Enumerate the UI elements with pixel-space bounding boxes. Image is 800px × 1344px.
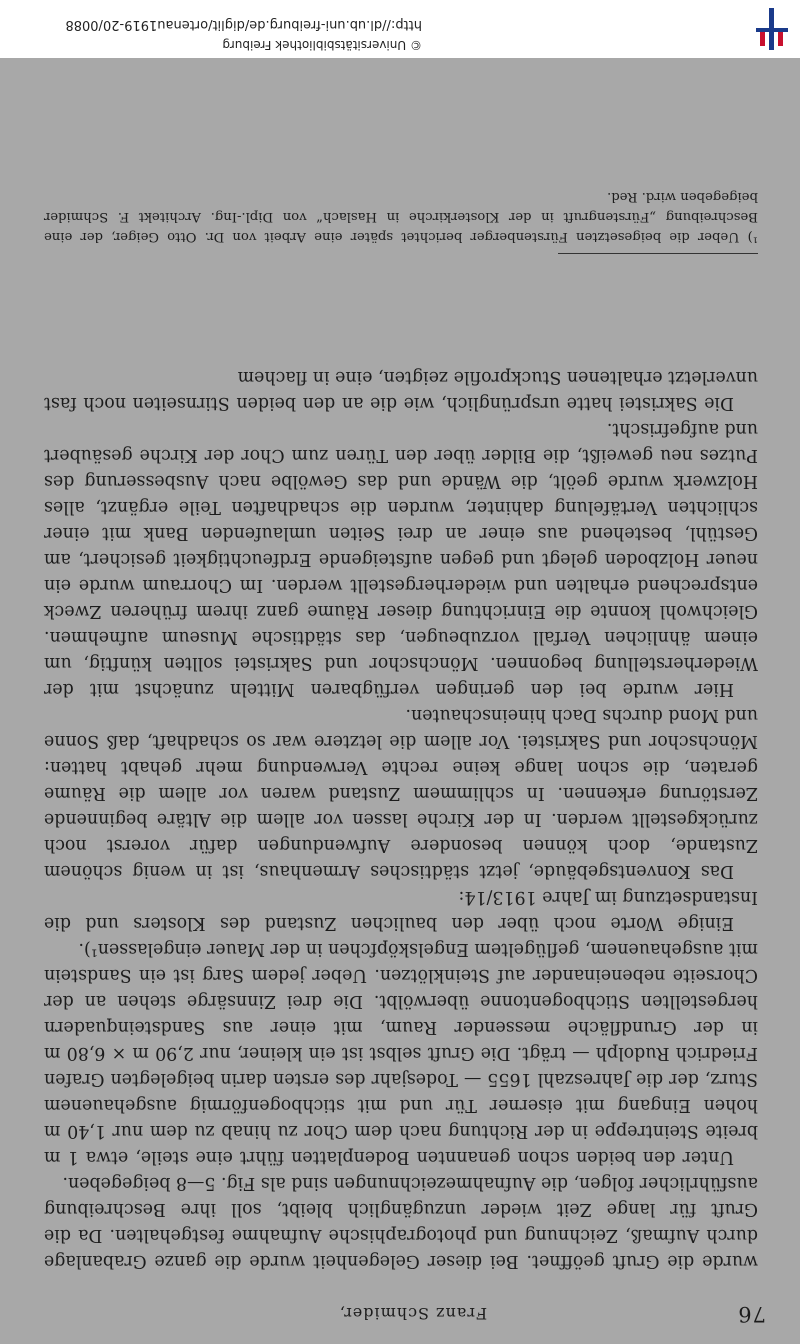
page-number: 76	[737, 1302, 766, 1326]
source-bar	[0, 0, 800, 58]
copyright-notice: © Universitätsbibliothek Freiburg	[222, 38, 422, 52]
running-title: Franz Schmider,	[338, 1304, 488, 1323]
university-library-logo-icon	[750, 8, 792, 50]
running-head	[60, 1296, 766, 1326]
footnote: ¹) Ueber die beigesetzten Fürstenberger berichtet später eine Arbeit von Dr. Otto Geiger, der eine Beschreibung „Fürstengruft in der Klosterkirche in Haslach“ von Dipl.-Ing. Architekt F. Schmider beigegeben wird. Red.	[44, 189, 758, 244]
paragraph: Die Sakristei hatte ursprünglich, wie die an den beiden Stirnseiten noch fast unverletzt erhaltenen Stuckprofile zeigten, eine in flachem	[44, 367, 758, 413]
page-body	[0, 58, 800, 1344]
body-text	[44, 364, 758, 1274]
paragraph: wurde die Gruft geöffnet. Bei dieser Gelegenheit wurde die ganze Grabanlage durch Aufmaß, Zeichnung und photographische Aufnahme festgehalten. Da die Gruft für lange Zeit wieder unzugänglich bleibt, soll ihre Beschreibung ausführlicher folgen, die Aufnahmezeichnungen sind als Fig. 5—8 beigegeben.	[44, 1173, 758, 1271]
footnote-rule	[558, 253, 758, 254]
source-url-link[interactable]: http://dl.ub.uni-freiburg.de/diglit/ortenau1919-20/0088	[65, 17, 422, 32]
paragraph: Hier wurde bei den geringen verfügbaren Mitteln zunächst mit der Wiederherstellung begonnen. Mönchschor und Sakristei sollten künftig, um einem ähnlichen Verfall vorzubeugen, das städtische Museum aufnehmen. Gleichwohl konnte die Einrichtung dieser Räume ganz ihrem früheren Zweck entsprechend erhalten und wiederhergestellt werden. Im Chorraum wurde ein neuer Holzboden gelegt und gegen aufsteigende Erdfeuchtigkeit gesichert, am Gestühl, bestehend aus einer an drei Seiten umlaufenden Bank mit einer schlichten Vertäfelung dahinter, wurden die schadhaften Teile ergänzt, alles Holzwerk wurde geölt, die Wände und das Gewölbe nach Ausbesserung des Putzes neu geweißt, die Bilder über den Türen zum Chor der Kirche gesäubert und aufgefrischt.	[44, 419, 758, 699]
paragraph: Unter den beiden schon genannten Bodenplatten führt eine steile, etwa 1 m breite Steintreppe in der Richtung nach dem Chor zu hinab zu dem nur 1,40 m hohen Eingang mit eiserner Tür und mit stichbogenförmig ausgehauenem Sturz, der die Jahreszahl 1655 — Todesjahr des ersten darin beigelegten Grafen Friedrich Rudolph — trägt. Die Gruft selbst ist ein kleiner, nur 2,90 m × 6,80 m in der Grundfläche messender Raum, mit einer aus Sandsteinquadern hergestellten Stichbogentonne überwölbt. Die drei Zinnsärge stehen an der Chorseite nebeneinander auf Steinklötzen. Ueber jedem Sarg ist ein Sandstein mit ausgehauenem, geflügeltem Engelsköpfchen in der Mauer eingelassen¹).	[44, 939, 758, 1167]
paragraph: Das Konventsgebäude, jetzt städtisches Armenhaus, ist in wenig schönem Zustande, doch können besondere Aufwendungen dafür vorerst noch zurückgestellt werden. In der Kirche lassen vor allem die Altäre beginnende Zerstörung erkennen. In schlimmem Zustand waren vor allem die Räume geraten, die schon lange keine rechte Verwendung mehr gehabt hatten: Mönchschor und Sakristei. Vor allem die letztere war so schadhaft, daß Sonne und Mond durchs Dach hineinschauten.	[44, 705, 758, 881]
paragraph: Einige Worte noch über den baulichen Zustand des Klosters und die Instandsetzung im Jahre 1913/14:	[44, 887, 758, 933]
